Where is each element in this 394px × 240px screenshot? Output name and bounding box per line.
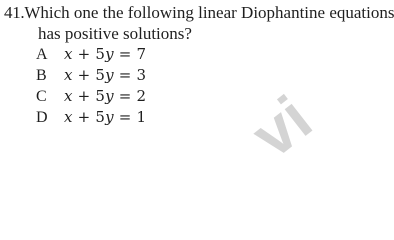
option-c[interactable]: [36, 87, 146, 108]
question-line-1: [4, 3, 394, 23]
option-letter: A: [36, 46, 48, 63]
option-letter: C: [36, 88, 47, 105]
option-letter: B: [36, 67, 47, 84]
option-a[interactable]: [36, 45, 146, 66]
option-equation: x + 5y = 7: [64, 45, 147, 63]
option-equation: x + 5y = 3: [64, 66, 147, 84]
option-d[interactable]: [36, 108, 146, 129]
option-b[interactable]: [36, 66, 146, 87]
answer-options: [36, 45, 146, 129]
watermark-text: vi: [238, 81, 325, 172]
option-letter: D: [36, 109, 48, 126]
watermark: [238, 40, 358, 172]
question-number: 41.: [4, 3, 25, 22]
option-equation: x + 5y = 2: [64, 87, 147, 105]
question-text: [4, 3, 394, 44]
option-equation: x + 5y = 1: [64, 108, 147, 126]
question-line-2: has positive solutions?: [38, 24, 192, 43]
question-stem: Which one the following linear Diophantine equations: [24, 3, 394, 22]
